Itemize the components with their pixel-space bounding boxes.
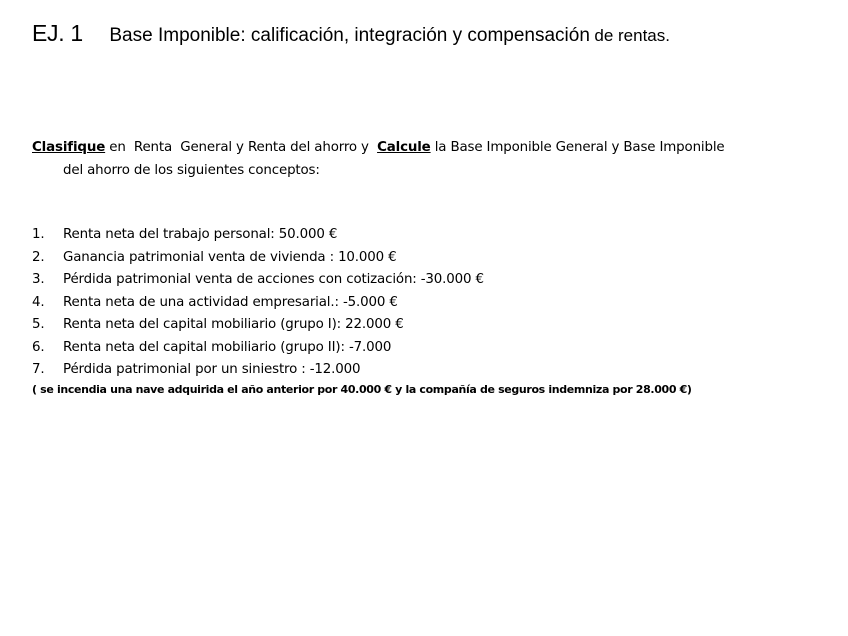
item-text: Renta neta del capital mobiliario (grupo I): 22.000 € — [63, 317, 404, 332]
item-7-note: ( se incendia una nave adquirida el año anterior por 40.000 € y la compañía de seguros indemniza por 28.000 €) — [32, 383, 692, 396]
list-item — [32, 224, 484, 247]
concept-list — [32, 224, 484, 382]
item-number: 5. — [32, 317, 45, 332]
item-text: Renta neta del trabajo personal: 50.000 € — [63, 227, 338, 242]
item-text: Renta neta del capital mobiliario (grupo II): -7.000 — [63, 339, 392, 355]
instructions-part1: en Renta General y Renta del ahorro y — [105, 140, 378, 155]
list-item — [32, 314, 484, 337]
item-number: 1. — [32, 227, 45, 242]
item-text: Renta neta de una actividad empresarial.: -5.000 € — [63, 294, 398, 310]
keyword-clasifique: Clasifique — [32, 140, 106, 155]
list-item — [32, 269, 484, 292]
slide-title — [32, 20, 670, 47]
list-item — [32, 247, 484, 270]
title-tail: de rentas. — [594, 26, 670, 45]
item-text: Ganancia patrimonial venta de vivienda : 10.000 € — [63, 249, 397, 265]
item-number: 2. — [32, 249, 45, 265]
instructions-line2: del ahorro de los siguientes conceptos: — [63, 163, 320, 178]
item-number: 3. — [32, 272, 45, 287]
list-item — [32, 359, 484, 382]
list-item — [32, 292, 484, 315]
item-number: 6. — [32, 339, 45, 355]
item-text: Pérdida patrimonial venta de acciones con cotización: -30.000 € — [63, 272, 484, 287]
keyword-calcule: Calcule — [377, 140, 431, 155]
title-text: Base Imponible: calificación, integración y compensación — [109, 25, 590, 46]
instructions-part2: la Base Imponible General y Base Imponible — [430, 140, 725, 155]
exercise-number: EJ. 1 — [32, 20, 83, 46]
list-item — [32, 337, 484, 360]
item-text: Pérdida patrimonial por un siniestro : -12.000 — [63, 362, 361, 377]
item-number: 4. — [32, 294, 45, 310]
instructions — [32, 136, 832, 182]
item-number: 7. — [32, 362, 45, 377]
